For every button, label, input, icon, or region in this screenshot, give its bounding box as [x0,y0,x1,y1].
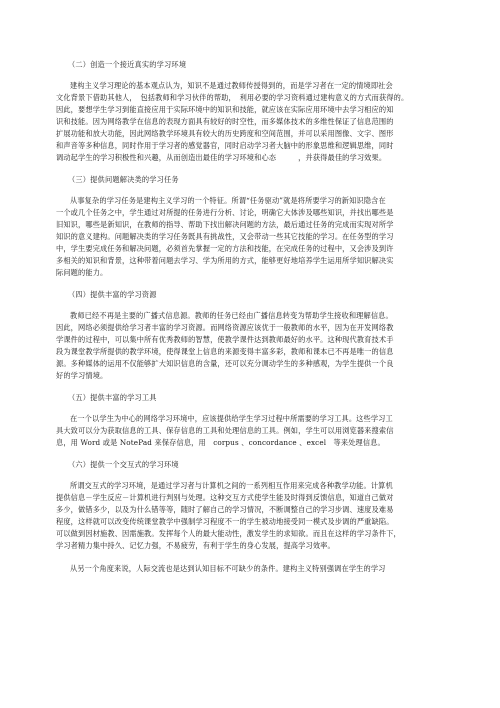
text-line: 识和技能。因为网络教学在信息的表现方面具有较好的时空性，而多媒体技术的多维性保证了信息范围的 [56,117,394,126]
text-line: 际问题的能力。 [56,268,108,277]
text-line: 学习者精力集中持久、记忆力强，不易疲劳，有利于学生的身心发展，提高学习效率。 [56,541,335,550]
text-line: 程度，这样就可以改变传统课堂教学中强制学习程度不一的学生被动地接受同一模式及步调的严重缺陷。 [56,517,394,526]
text-line: 因此，网络必须提供给学习者丰富的学习资源。而网络资源应该优于一般教师的水平，因为在开发网络教 [56,323,394,332]
section-5 [56,393,448,449]
section-3 [56,175,448,279]
text-line: 多少，做错多少，以及为什么错等等，随时了解自己的学习情况，不断调整自己的学习步调、速度及难易 [56,505,394,514]
text-line: 在一个以学生为中心的网络学习环境中，应该提供给学生学习过程中所需要的学习工具。这些学习工 [70,414,393,423]
text-line: 好的学习情境。 [56,371,108,380]
section-heading: （六）提供一个交互式的学习环境 [68,460,179,469]
text-line: 可以做到因材施教、因需施教。发挥每个人的最大能动性，激发学生的求知欲。而且在这样的学习条件下， [56,529,401,538]
section-2 [56,60,448,164]
section-paragraph [56,80,448,164]
text-line: 从另一个角度来说，人际交流也是达到认知目标不可缺少的条件。建构主义特别强调在学生的学习 [70,564,386,573]
section-paragraph [56,310,448,382]
text-line: 学课件的过程中，可以集中所有优秀教师的智慧，使教学课件达到教师最好的水平。这种现代教育技术手 [56,335,394,344]
text-line: 多相关的知识和背景，这种带着问题去学习、学为所用的方式，能够更好地培养学生运用所学知识解决实 [56,256,394,265]
text-line: 建构主义学习理论的基本观点认为，知识不是通过教师传授得到的，而是学习者在一定的情境即社会 [70,81,393,90]
text-line: 调动起学生的学习积极性和兴趣，从而创造出最佳的学习环境和心态 ，并获得最佳的学习效果。 [56,153,387,162]
text-line: 旧知识，哪些是新知识，在教师的指导、帮助下找出解决问题的方法，最后通过任务的完成而实现对所学 [56,220,394,229]
section-paragraph [56,195,448,279]
text-line: 文化背景下借助其他人， 包括教师和学习伙伴的帮助， 利用必要的学习资料通过建构意义的方式而获得的。 [56,93,409,102]
text-line: 教师已经不再是主要的广播式信息源。教师的任务已经由广播信息转变为帮助学生接收和理解信息。 [70,311,393,320]
section-continuation [56,563,448,575]
section-heading: （二）创造一个接近真实的学习环境 [68,60,187,69]
section-heading: （三）提供问题解决类的学习任务 [68,175,179,184]
text-line: 源。多种媒体的运用不仅能够扩大知识信息的含量，还可以充分调动学生的多种感观，为学生提供一个良 [56,359,394,368]
text-line: 一个或几个任务之中，学生通过对所提的任务进行分析、讨论，明确它大体涉及哪些知识，并找出哪些是 [56,208,394,217]
section-paragraph [56,480,448,552]
text-line: 因此，要想学生学习到能直接应用于实际环境中的知识和技能，就应该在实际应用环境中去学习相应的知 [56,105,394,114]
text-line: 和声音等多种信息，同时作用于学习者的感觉器官，同时启动学习者大脑中的形象思维和逻辑思维，同时 [56,141,394,150]
section-4 [56,290,448,382]
section-heading: （五）提供丰富的学习工具 [68,393,157,402]
section-heading: （四）提供丰富的学习资源 [68,290,157,299]
section-paragraph [56,413,448,449]
text-line: 息，用 Word 或是 NotePad 来保存信息，用 corpus 、concordance 、excel 等来处理信息。 [56,438,385,447]
text-line: 知识的意义建构。问题解决类的学习任务既具有挑战性，又会带动一些其它技能的学习。在任务型的学习 [56,232,394,241]
section-paragraph [56,563,448,575]
text-line: 中，学生要完成任务和解决问题，必须首先掌握一定的方法和技能，在完成任务的过程中，又会涉及到许 [56,244,394,253]
section-6 [56,460,448,552]
text-line: 具大致可以分为获取信息的工具、保存信息的工具和处理信息的工具。例如，学生可以用浏览器来搜索信 [56,426,394,435]
text-line: 所谓交互式的学习环境，是通过学习者与计算机之间的一系列相互作用来完成各种教学功能。计算机 [70,481,393,490]
text-line: 从事复杂的学习任务是建构主义学习的一个特征。所谓“任务驱动”就是将所要学习的新知识隐含在 [70,196,386,205]
text-line: 段为课堂教学所提供的教学环境，使得课堂上信息的来源变得丰富多彩，教师和课本已不再是唯一的信息 [56,347,394,356]
text-line: 提供信息－学生反应－计算机进行判别与处理。这种交互方式使学生能及时得到反馈信息，知道自己做对 [56,493,394,502]
text-line: 扩展功能和放大功能，因此网络教学环境具有较大的历史跨度和空间范围，并可以采用图像、文字、图形 [56,129,394,138]
